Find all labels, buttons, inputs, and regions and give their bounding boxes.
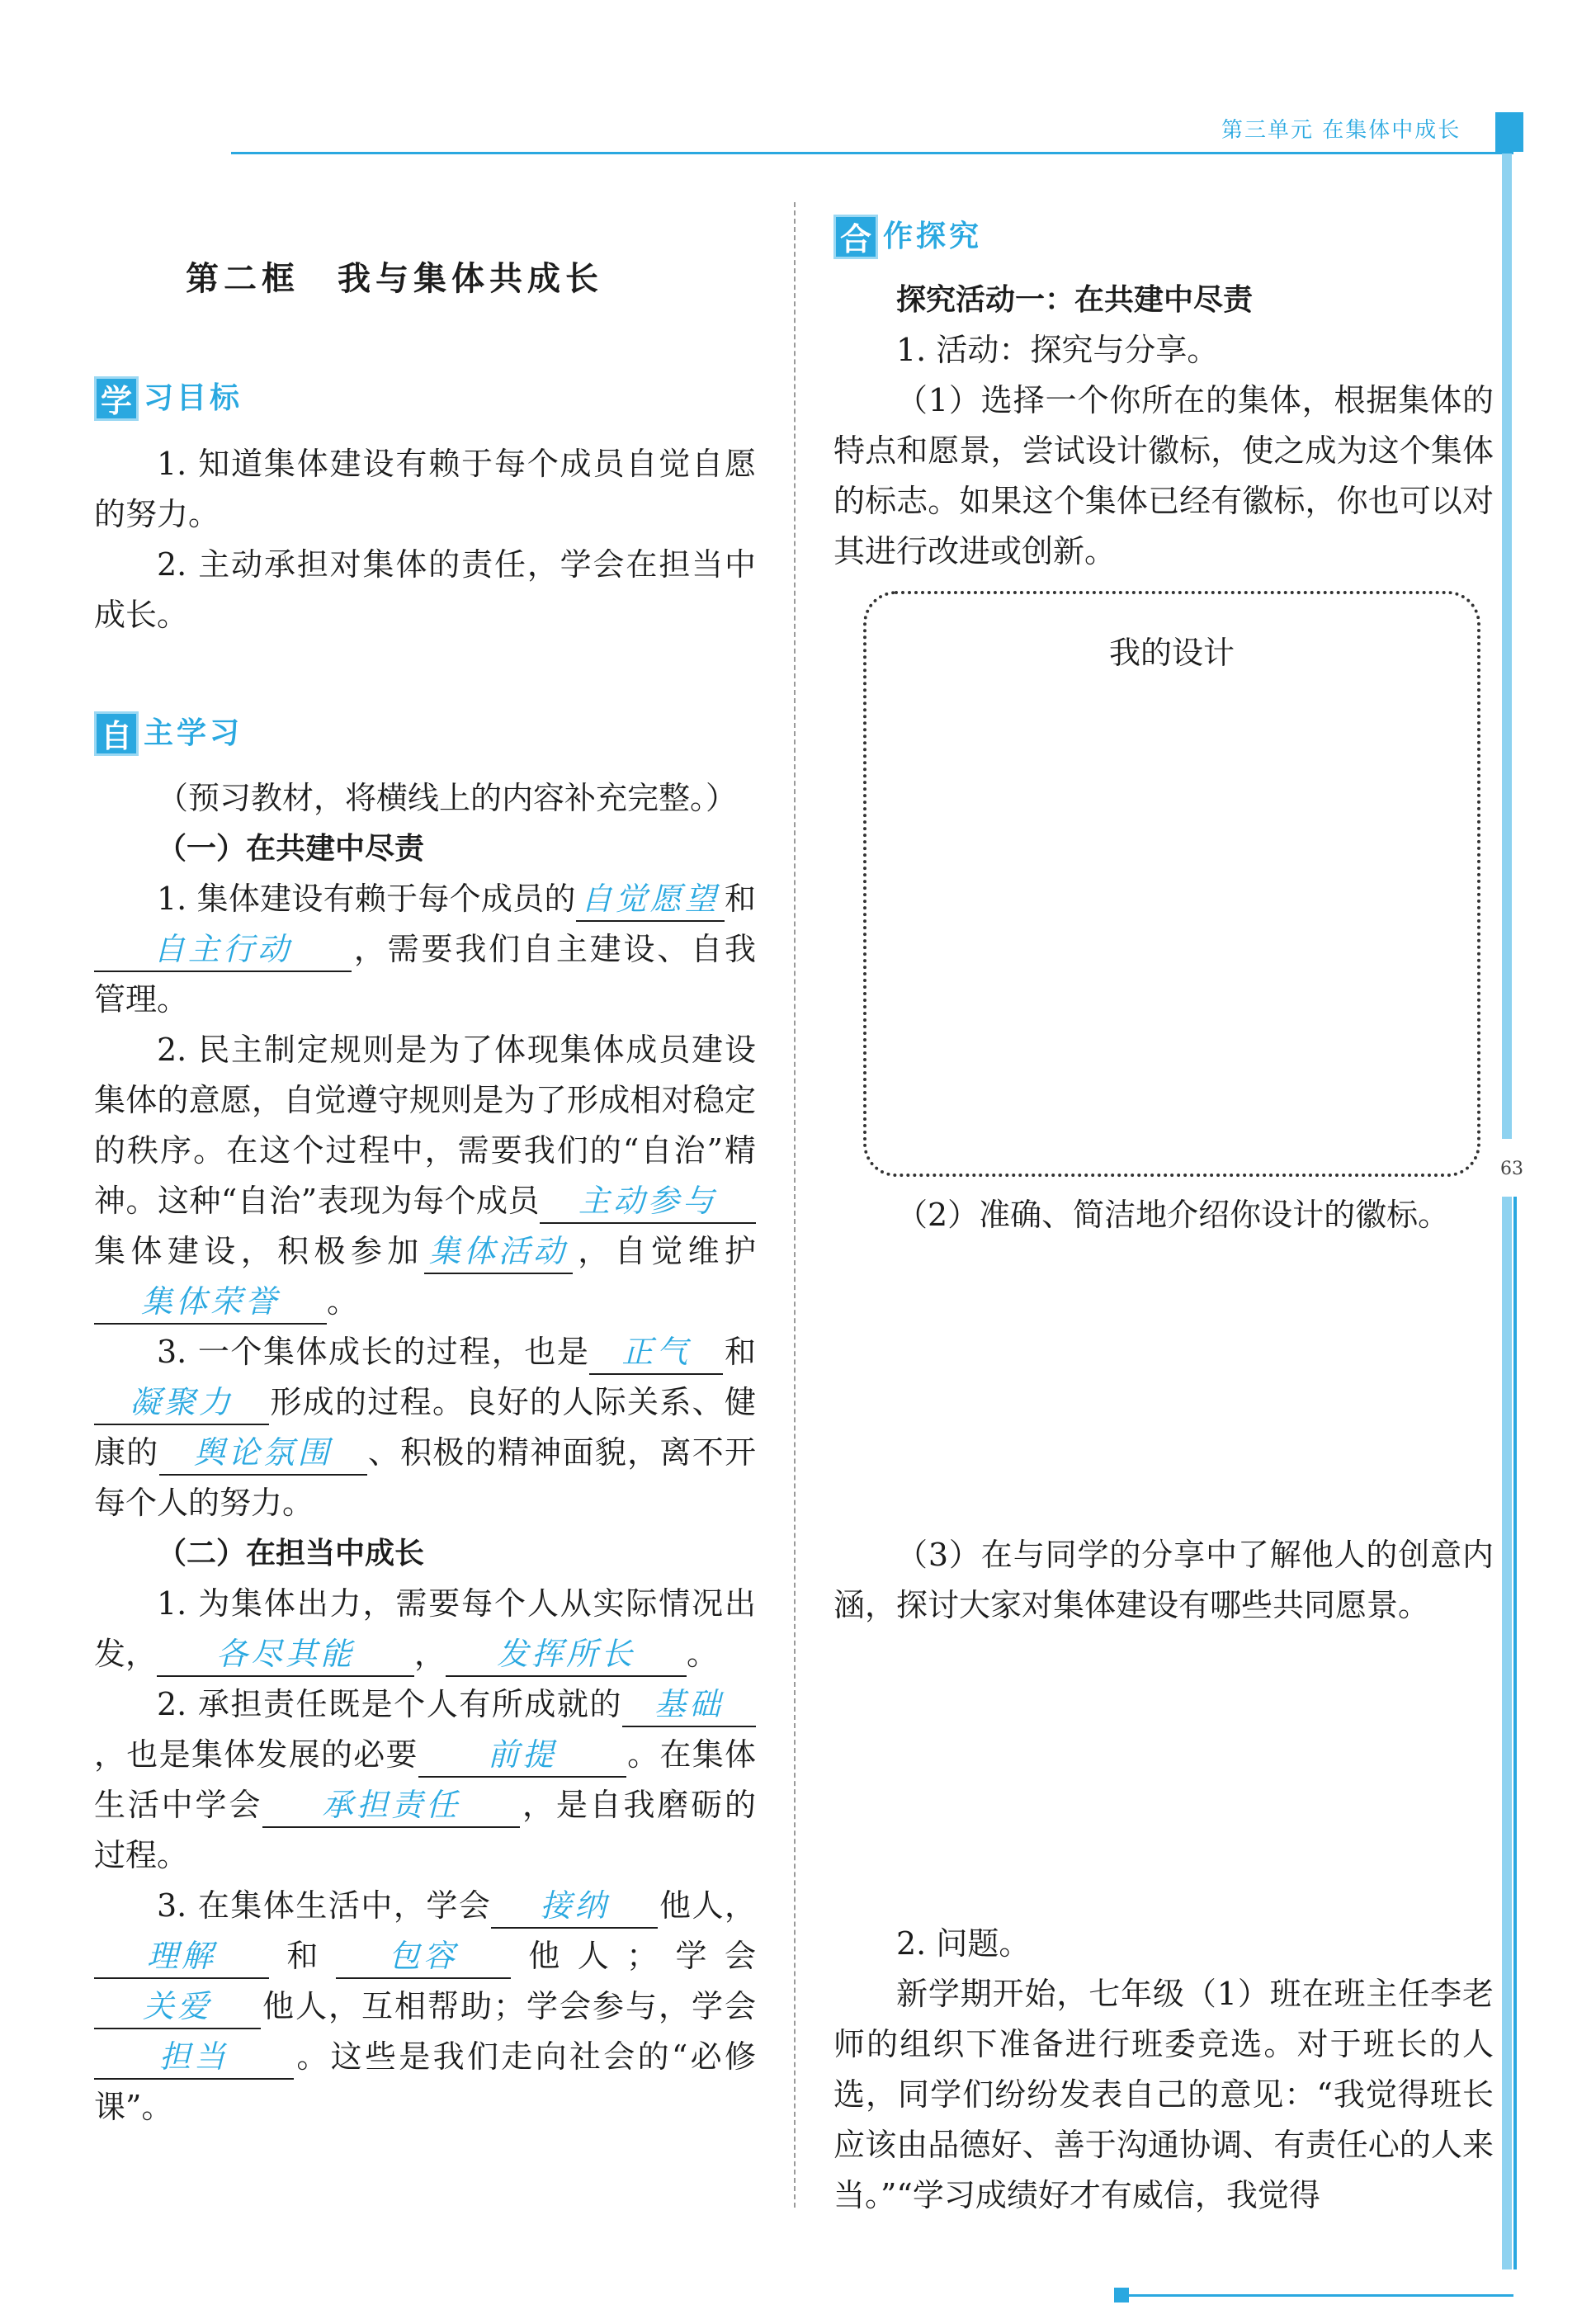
cooperation-heading xyxy=(833,211,982,262)
objectives-heading xyxy=(94,373,243,423)
edge-bar-top xyxy=(1502,153,1512,1139)
question xyxy=(94,1327,756,1528)
activity-step: （1）选择一个你所在的集体，根据集体的特点和愿景，尝试设计徽标，使之成为这个集体的标志。如果这个集体已经有徽标，你也可以对其进行改进或创新。 xyxy=(833,382,1494,569)
objective-item: 1. 知道集体建设有赖于每个成员自觉自愿的努力。 xyxy=(94,446,756,532)
instruction: （预习教材，将横线上的内容补充完整。） xyxy=(157,780,738,816)
section-heading-text: 主学习 xyxy=(144,716,243,750)
question-text: ， xyxy=(414,1636,446,1672)
answer-blank[interactable]: 主动参与 xyxy=(540,1179,756,1224)
question-text: ，需要我们自主建设、自我管理。 xyxy=(94,931,756,1018)
activity-title: 探究活动一：在共建中尽责 xyxy=(896,283,1254,317)
question-text: 2. 承担责任既是个人有所成就的 xyxy=(157,1686,622,1722)
answer-blank[interactable]: 自觉愿望 xyxy=(576,877,725,922)
question xyxy=(94,1025,756,1327)
section-badge: 合 xyxy=(833,215,878,259)
question-text: 他人；学会 xyxy=(510,1938,756,1974)
answer-blank[interactable]: 凝聚力 xyxy=(94,1381,269,1425)
activity-step: （2）准确、简洁地介绍你设计的徽标。 xyxy=(896,1197,1450,1233)
part-title: （一）在共建中尽责 xyxy=(157,832,425,866)
question-text: ，是自我磨砺的过程。 xyxy=(94,1787,756,1873)
page-number: 63 xyxy=(1500,1159,1523,1179)
section-heading-text: 习目标 xyxy=(144,381,243,415)
edge-bar-accent xyxy=(1513,1197,1517,2269)
question-text: 3. 一个集体成长的过程，也是 xyxy=(157,1334,590,1370)
question xyxy=(94,874,756,1025)
answer-blank[interactable]: 正气 xyxy=(589,1330,723,1375)
edge-bar-bottom xyxy=(1502,1197,1512,2269)
design-label: 我的设计 xyxy=(1108,635,1235,671)
answer-blank[interactable]: 承担责任 xyxy=(262,1783,520,1828)
question-text: 集体建设，积极参加 xyxy=(94,1233,424,1269)
question-text: 和 xyxy=(269,1938,336,1974)
question-text: ，也是集体发展的必要 xyxy=(94,1736,418,1773)
header-tab xyxy=(1495,112,1523,152)
part-title: （二）在担当中成长 xyxy=(157,1537,425,1570)
self-study-heading xyxy=(94,708,243,758)
answer-blank[interactable]: 集体荣誉 xyxy=(94,1280,327,1325)
question-text: 他人， xyxy=(658,1887,756,1924)
question-text: 和 xyxy=(724,881,756,917)
section-badge: 学 xyxy=(94,376,139,421)
question-text: 1. 为集体出力，需要每个人从实际情况出发， xyxy=(94,1585,756,1672)
section-badge: 自 xyxy=(94,711,139,756)
section-heading-text: 作探究 xyxy=(883,220,983,253)
question xyxy=(94,1881,756,2132)
answer-blank[interactable]: 集体活动 xyxy=(424,1230,573,1274)
answer-blank[interactable]: 前提 xyxy=(418,1733,626,1778)
answer-blank[interactable]: 自主行动 xyxy=(94,928,352,972)
answer-blank[interactable]: 理解 xyxy=(94,1934,269,1979)
question-title: 2. 问题。 xyxy=(896,1925,1031,1962)
question-text: 形成的过程。良好的人际关系、健康的 xyxy=(94,1384,756,1471)
footer-square xyxy=(1114,2288,1129,2302)
answer-blank[interactable]: 关爱 xyxy=(94,1985,261,2029)
question xyxy=(94,1679,756,1881)
answer-blank[interactable]: 基础 xyxy=(622,1683,756,1727)
question-text: 。这些是我们走向社会的“必修课”。 xyxy=(94,2038,756,2125)
unit-title: 第三单元 在集体中成长 xyxy=(1221,118,1461,143)
answer-blank[interactable]: 接纳 xyxy=(491,1884,658,1929)
design-area[interactable] xyxy=(863,591,1480,1177)
answer-blank[interactable]: 各尽其能 xyxy=(157,1632,414,1677)
answer-blank[interactable]: 发挥所长 xyxy=(446,1632,687,1677)
answer-blank[interactable]: 包容 xyxy=(336,1934,511,1979)
question-text: 。 xyxy=(687,1636,719,1672)
question-text: 和 xyxy=(723,1334,756,1370)
objective-item: 2. 主动承担对集体的责任，学会在担当中成长。 xyxy=(94,546,756,633)
question-text: 。在集体生活中学会 xyxy=(94,1736,756,1823)
question-scenario: 新学期开始，七年级（1）班在班主任李老师的组织下准备进行班委竞选。对于班长的人选，同学们纷纷发表自己的意见：“我觉得班长应该由品德好、善于沟通协调、有责任心的人来当。”“学习成绩好才有威信，我觉得 xyxy=(833,1976,1494,2213)
question xyxy=(94,1579,756,1679)
question-text: 、积极的精神面貌，离不开每个人的努力。 xyxy=(94,1434,756,1521)
frame-title: 第二框 我与集体共成长 xyxy=(186,260,603,298)
question-text: 。 xyxy=(327,1283,359,1320)
activity-step: （3）在与同学的分享中了解他人的创意内涵，探讨大家对集体建设有哪些共同愿景。 xyxy=(833,1537,1494,1623)
question-text: 1. 集体建设有赖于每个成员的 xyxy=(157,881,576,917)
activity-step: 1. 活动：探究与分享。 xyxy=(896,332,1219,368)
question-text: 他人，互相帮助；学会参与，学会 xyxy=(261,1988,756,2024)
question-text: 2. 民主制定规则是为了体现集体成员建设集体的意愿，自觉遵守规则是为了形成相对稳定的秩序。在这个过程中，需要我们的“自治”精神。这种“自治”表现为每个成员 xyxy=(94,1032,756,1219)
column-divider xyxy=(794,202,796,2208)
header-rule xyxy=(231,152,1513,154)
question-text: ，自觉维护 xyxy=(572,1233,756,1269)
answer-blank[interactable]: 舆论氛围 xyxy=(159,1431,367,1476)
footer-rule xyxy=(1122,2294,1513,2297)
answer-blank[interactable]: 担当 xyxy=(94,2035,294,2080)
question-text: 3. 在集体生活中，学会 xyxy=(157,1887,492,1924)
